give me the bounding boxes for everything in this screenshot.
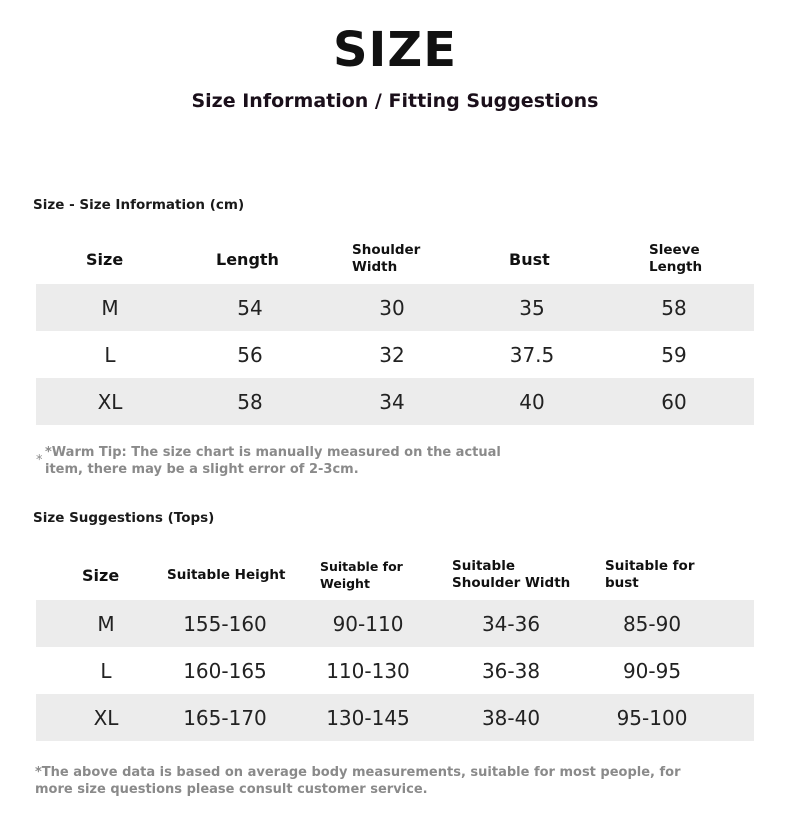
cell-shoulder-width: 32 <box>379 342 405 367</box>
size-info-header-row <box>36 234 754 284</box>
cell-weight: 90-110 <box>332 611 404 636</box>
warm-tip-line2: item, there may be a slight error of 2-3cm. <box>45 462 359 477</box>
cell-length: 58 <box>237 389 263 414</box>
cell-shoulder-width: 30 <box>379 295 405 320</box>
cell-bust: 95-100 <box>616 705 688 730</box>
cell-sleeve-length: 60 <box>661 389 687 414</box>
note-marker: * <box>36 453 43 468</box>
cell-shoulder-width: 34 <box>379 389 405 414</box>
size-suggestions-table <box>36 550 754 741</box>
header-suitable-bust <box>605 550 694 600</box>
table-row <box>36 694 754 741</box>
header-suitable-weight-line2: Weight <box>320 576 370 591</box>
cell-height: 165-170 <box>183 705 267 730</box>
table-row <box>36 331 754 378</box>
cell-weight: 130-145 <box>326 705 410 730</box>
cell-bust: 35 <box>519 295 545 320</box>
header-sleeve-length-line1: Sleeve <box>649 242 700 258</box>
cell-size: XL <box>97 389 123 414</box>
header-shoulder-width-line1: Shoulder <box>352 242 421 258</box>
header-suitable-weight <box>320 550 403 600</box>
page-title: SIZE <box>332 22 458 78</box>
table-row <box>36 647 754 694</box>
cell-size: M <box>97 611 115 636</box>
cell-size: L <box>100 658 112 683</box>
header-length: Length <box>216 249 279 269</box>
cell-size: M <box>101 295 119 320</box>
suggestions-note <box>35 764 681 798</box>
header-suitable-bust-line2: bust <box>605 575 639 591</box>
cell-shoulder-width: 34-36 <box>481 611 541 636</box>
cell-sleeve-length: 59 <box>661 342 687 367</box>
table-row <box>36 284 754 331</box>
table-row <box>36 600 754 647</box>
header-suitable-shoulder-width <box>452 550 570 600</box>
suggestions-note-line1: *The above data is based on average body measurements, suitable for most people, for <box>35 765 681 780</box>
cell-height: 160-165 <box>183 658 267 683</box>
cell-size: L <box>104 342 116 367</box>
header-shoulder-width-line2: Width <box>352 259 398 275</box>
cell-length: 56 <box>237 342 263 367</box>
cell-bust: 90-95 <box>622 658 682 683</box>
table-row <box>36 378 754 425</box>
header-suitable-shoulder-width-line2: Shoulder Width <box>452 575 571 591</box>
header-bust: Bust <box>509 249 550 269</box>
header-suitable-shoulder-width-line1: Suitable <box>452 558 515 574</box>
size-suggestions-label: Size Suggestions (Tops) <box>33 510 215 526</box>
header-sleeve-length <box>649 234 702 284</box>
suggestions-header-row <box>36 550 754 600</box>
cell-length: 54 <box>237 295 263 320</box>
header-shoulder-width <box>352 234 420 284</box>
cell-weight: 110-130 <box>326 658 410 683</box>
cell-bust: 37.5 <box>509 342 555 367</box>
cell-height: 155-160 <box>183 611 267 636</box>
header-sleeve-length-line2: Length <box>649 259 703 275</box>
header-suitable-height: Suitable Height <box>167 566 286 583</box>
cell-sleeve-length: 58 <box>661 295 687 320</box>
cell-bust: 85-90 <box>622 611 682 636</box>
cell-bust: 40 <box>519 389 545 414</box>
page-subtitle: Size Information / Fitting Suggestions <box>191 90 599 112</box>
suggestions-note-line2: more size questions please consult customer service. <box>35 782 428 797</box>
size-info-label: Size - Size Information (cm) <box>33 197 245 213</box>
header-suitable-weight-line1: Suitable for <box>320 559 403 574</box>
size-info-table <box>36 234 754 425</box>
header-size: Size <box>82 565 120 585</box>
warm-tip-note <box>45 444 501 478</box>
header-size: Size <box>86 249 124 269</box>
cell-shoulder-width: 38-40 <box>481 705 541 730</box>
cell-size: XL <box>93 705 119 730</box>
warm-tip-line1: *Warm Tip: The size chart is manually measured on the actual <box>45 445 501 460</box>
cell-shoulder-width: 36-38 <box>481 658 541 683</box>
header-suitable-bust-line1: Suitable for <box>605 558 695 574</box>
